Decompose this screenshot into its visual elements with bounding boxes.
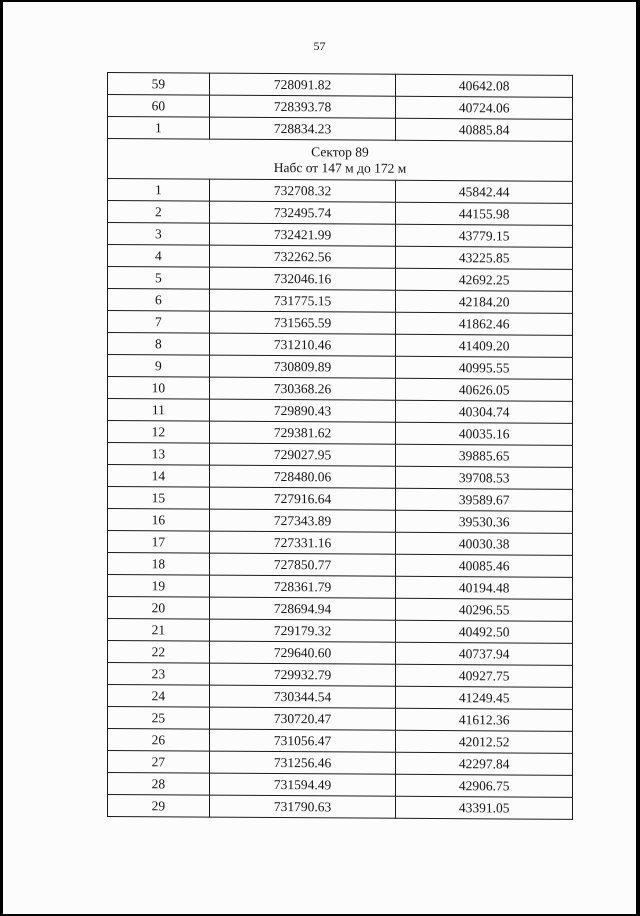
table-row xyxy=(108,355,573,380)
table-row xyxy=(108,531,573,556)
section-header-cell xyxy=(108,139,573,182)
table-row xyxy=(108,553,573,578)
point-number-cell: 26 xyxy=(108,729,210,752)
point-number-cell: 16 xyxy=(108,509,210,532)
y-coordinate-cell: 40194.48 xyxy=(396,576,573,599)
table-row xyxy=(108,223,573,248)
x-coordinate-cell: 732708.32 xyxy=(209,179,396,202)
x-coordinate-cell: 728834.23 xyxy=(209,117,396,140)
x-coordinate-cell: 727343.89 xyxy=(209,509,396,532)
point-number-cell: 59 xyxy=(108,73,210,96)
x-coordinate-cell: 731594.49 xyxy=(209,773,396,796)
y-coordinate-cell: 40995.55 xyxy=(396,356,573,379)
page-number: 57 xyxy=(313,39,326,53)
y-coordinate-cell: 40626.05 xyxy=(396,378,573,401)
y-coordinate-cell: 40927.75 xyxy=(396,664,573,687)
y-coordinate-cell: 40642.08 xyxy=(396,74,573,97)
section-subtitle: Набс от 147 м до 172 м xyxy=(273,159,407,176)
table-row xyxy=(108,179,573,204)
y-coordinate-cell: 41249.45 xyxy=(396,686,573,709)
table-row xyxy=(108,95,573,120)
y-coordinate-cell: 42692.25 xyxy=(396,268,573,291)
y-coordinate-cell: 41409.20 xyxy=(396,334,573,357)
x-coordinate-cell: 729381.62 xyxy=(209,421,396,444)
y-coordinate-cell: 41862.46 xyxy=(396,312,573,335)
point-number-cell: 29 xyxy=(108,795,210,818)
table-row xyxy=(108,575,573,600)
y-coordinate-cell: 40737.94 xyxy=(396,642,573,665)
point-number-cell: 18 xyxy=(108,553,210,576)
table-row xyxy=(108,597,573,622)
point-number-cell: 2 xyxy=(108,201,210,224)
y-coordinate-cell: 44155.98 xyxy=(396,202,573,225)
point-number-cell: 7 xyxy=(108,311,210,334)
table-row xyxy=(108,795,573,820)
table-row xyxy=(108,641,573,666)
y-coordinate-cell: 40085.46 xyxy=(396,554,573,577)
table-row xyxy=(108,289,573,314)
x-coordinate-cell: 727916.64 xyxy=(209,487,396,510)
point-number-cell: 4 xyxy=(108,245,210,268)
y-coordinate-cell: 39885.65 xyxy=(396,444,573,467)
x-coordinate-cell: 729932.79 xyxy=(209,663,396,686)
x-coordinate-cell: 729027.95 xyxy=(209,443,396,466)
x-coordinate-cell: 728361.79 xyxy=(209,575,396,598)
table-row xyxy=(108,663,573,688)
table-row xyxy=(108,73,573,98)
table-row xyxy=(108,245,573,270)
y-coordinate-cell: 39589.67 xyxy=(396,488,573,511)
y-coordinate-cell: 40492.50 xyxy=(396,620,573,643)
point-number-cell: 5 xyxy=(108,267,210,290)
table-row xyxy=(108,773,573,798)
x-coordinate-cell: 732262.56 xyxy=(209,245,396,268)
point-number-cell: 14 xyxy=(108,465,210,488)
table-row xyxy=(108,729,573,754)
point-number-cell: 9 xyxy=(108,355,210,378)
point-number-cell: 25 xyxy=(108,707,210,730)
y-coordinate-cell: 43779.15 xyxy=(396,224,573,247)
x-coordinate-cell: 731210.46 xyxy=(209,333,396,356)
point-number-cell: 23 xyxy=(108,663,210,686)
point-number-cell: 3 xyxy=(108,223,210,246)
table-row xyxy=(108,311,573,336)
y-coordinate-cell: 40030.38 xyxy=(396,532,573,555)
x-coordinate-cell: 727331.16 xyxy=(209,531,396,554)
section-title: Сектор 89 xyxy=(311,143,369,160)
y-coordinate-cell: 40296.55 xyxy=(396,598,573,621)
table-row xyxy=(108,201,573,226)
x-coordinate-cell: 727850.77 xyxy=(209,553,396,576)
table-row xyxy=(108,465,573,490)
table-row xyxy=(108,707,573,732)
x-coordinate-cell: 731775.15 xyxy=(209,289,396,312)
x-coordinate-cell: 730809.89 xyxy=(209,355,396,378)
point-number-cell: 20 xyxy=(108,597,210,620)
document-page xyxy=(3,2,636,914)
point-number-cell: 11 xyxy=(108,399,210,422)
y-coordinate-cell: 41612.36 xyxy=(396,708,573,731)
y-coordinate-cell: 42012.52 xyxy=(396,730,573,753)
point-number-cell: 1 xyxy=(108,179,210,202)
table-row xyxy=(108,619,573,644)
point-number-cell: 19 xyxy=(108,575,210,598)
x-coordinate-cell: 732421.99 xyxy=(209,223,396,246)
table-row xyxy=(108,267,573,292)
table-row xyxy=(108,509,573,534)
y-coordinate-cell: 40304.74 xyxy=(396,400,573,423)
point-number-cell: 1 xyxy=(108,117,210,140)
table-row xyxy=(108,685,573,710)
x-coordinate-cell: 728393.78 xyxy=(209,95,396,118)
point-number-cell: 21 xyxy=(108,619,210,642)
point-number-cell: 27 xyxy=(108,751,210,774)
x-coordinate-cell: 729640.60 xyxy=(209,641,396,664)
table-row xyxy=(108,333,573,358)
table-body-before xyxy=(108,73,573,142)
y-coordinate-cell: 40885.84 xyxy=(396,118,573,141)
table-row xyxy=(108,443,573,468)
y-coordinate-cell: 40724.06 xyxy=(396,96,573,119)
point-number-cell: 15 xyxy=(108,487,210,510)
x-coordinate-cell: 731565.59 xyxy=(209,311,396,334)
x-coordinate-cell: 728694.94 xyxy=(209,597,396,620)
coordinates-table xyxy=(107,72,573,820)
table-row xyxy=(108,399,573,424)
x-coordinate-cell: 731056.47 xyxy=(209,729,396,752)
y-coordinate-cell: 43391.05 xyxy=(396,796,573,819)
x-coordinate-cell: 732046.16 xyxy=(209,267,396,290)
point-number-cell: 10 xyxy=(108,377,210,400)
point-number-cell: 22 xyxy=(108,641,210,664)
x-coordinate-cell: 730368.26 xyxy=(209,377,396,400)
y-coordinate-cell: 42184.20 xyxy=(396,290,573,313)
point-number-cell: 28 xyxy=(108,773,210,796)
x-coordinate-cell: 728480.06 xyxy=(209,465,396,488)
table-body-main xyxy=(108,179,573,820)
table-row xyxy=(108,117,573,142)
point-number-cell: 13 xyxy=(108,443,210,466)
section-header-body xyxy=(108,139,573,182)
point-number-cell: 60 xyxy=(108,95,210,118)
x-coordinate-cell: 728091.82 xyxy=(209,73,396,96)
point-number-cell: 12 xyxy=(108,421,210,444)
point-number-cell: 17 xyxy=(108,531,210,554)
x-coordinate-cell: 731256.46 xyxy=(209,751,396,774)
x-coordinate-cell: 732495.74 xyxy=(209,201,396,224)
x-coordinate-cell: 729179.32 xyxy=(209,619,396,642)
x-coordinate-cell: 729890.43 xyxy=(209,399,396,422)
section-header-row xyxy=(108,139,573,182)
y-coordinate-cell: 45842.44 xyxy=(396,180,573,203)
table-row xyxy=(108,421,573,446)
y-coordinate-cell: 43225.85 xyxy=(396,246,573,269)
table-row xyxy=(108,487,573,512)
y-coordinate-cell: 39530.36 xyxy=(396,510,573,533)
x-coordinate-cell: 730344.54 xyxy=(209,685,396,708)
point-number-cell: 8 xyxy=(108,333,210,356)
x-coordinate-cell: 731790.63 xyxy=(209,795,396,818)
point-number-cell: 6 xyxy=(108,289,210,312)
y-coordinate-cell: 42906.75 xyxy=(396,774,573,797)
table-row xyxy=(108,377,573,402)
point-number-cell: 24 xyxy=(108,685,210,708)
y-coordinate-cell: 42297.84 xyxy=(396,752,573,775)
y-coordinate-cell: 40035.16 xyxy=(396,422,573,445)
y-coordinate-cell: 39708.53 xyxy=(396,466,573,489)
table-row xyxy=(108,751,573,776)
x-coordinate-cell: 730720.47 xyxy=(209,707,396,730)
